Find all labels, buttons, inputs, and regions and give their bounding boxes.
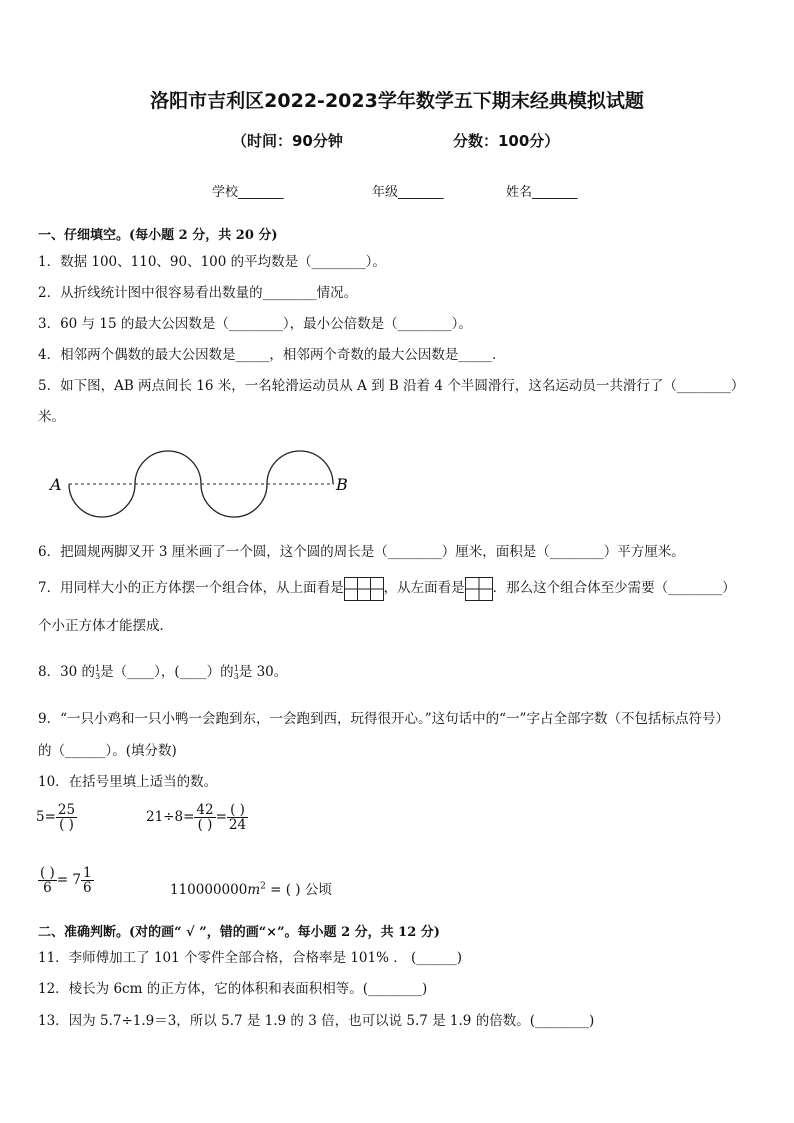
grade-field[interactable]: 年级_______ xyxy=(372,185,444,200)
q10-e3-fraction xyxy=(38,866,57,895)
section-1-heading: 一、仔细填空。(每小题 2 分，共 20 分) xyxy=(38,228,278,243)
label-b: B xyxy=(336,475,348,494)
q8-frac2-num: 1 xyxy=(233,663,239,673)
question-5-line-2: 米。 xyxy=(38,409,65,425)
q10-e2-num2: ( ) xyxy=(227,803,248,818)
q8-part-b: 是（____），(____）的 xyxy=(100,664,234,680)
q10-equation-4 xyxy=(170,878,332,898)
q10-e3-fn: 1 xyxy=(83,865,92,881)
semicircle-3 xyxy=(201,484,267,517)
semicircle-2 xyxy=(135,451,201,484)
question-6: 6．把圆规两脚叉开 3 厘米画了一个圆，这个圆的周长是（________）厘米，面积是（________）平方厘米。 xyxy=(38,544,685,560)
q10-e1-den: ( ) xyxy=(59,817,74,834)
question-3: 3．60 与 15 的最大公因数是（________），最小公倍数是（________）。 xyxy=(38,316,472,332)
q10-e4-a: 110000000 xyxy=(170,882,248,898)
q10-e3-den: 6 xyxy=(43,880,52,897)
q8-part-a: 8．30 的 xyxy=(38,664,96,680)
page-title: 洛阳市吉利区2022-2023学年数学五下期末经典模拟试题 xyxy=(150,90,644,112)
q10-e2-eq: = xyxy=(215,809,227,826)
semicircle-1 xyxy=(69,484,135,517)
q10-e3-eq: = 7 xyxy=(56,872,82,889)
q10-e2-fraction-2 xyxy=(227,803,248,832)
exam-score: 分数：100分） xyxy=(453,132,560,150)
q10-e3-num: ( ) xyxy=(40,865,55,881)
q7-part3: ．那么这个组合体至少需要（________） xyxy=(492,580,736,596)
label-a: A xyxy=(50,475,62,494)
q10-e2-left: 21÷8= xyxy=(146,809,195,826)
q8-frac1-den: 3 xyxy=(95,671,101,681)
q10-e4-sup: 2 xyxy=(260,881,266,892)
question-4: 4．相邻两个偶数的最大公因数是_____，相邻两个奇数的最大公因数是_____． xyxy=(38,347,506,363)
q7-part1: 7．用同样大小的正方体摆一个组合体，从上面看是 xyxy=(38,580,344,596)
q10-e2-den2: 24 xyxy=(228,817,247,834)
question-7-line-1 xyxy=(38,576,736,601)
q10-e1-fraction xyxy=(56,803,77,832)
question-7-line-2: 个小正方体才能摆成． xyxy=(38,618,173,634)
question-13: 13．因为 5.7÷1.9＝3，所以 5.7 是 1.9 的 3 倍，也可以说 5.7 是 1.9 的倍数。(________) xyxy=(38,1013,595,1029)
q10-e3-fd: 6 xyxy=(83,880,92,897)
question-11: 11．李师傅加工了 101 个零件全部合格，合格率是 101% ． (______) xyxy=(38,950,463,966)
q10-e3-mixed-fraction xyxy=(81,866,94,895)
question-12: 12．棱长为 6cm 的正方体，它的体积和表面积相等。(________) xyxy=(38,981,428,997)
q10-equation-1 xyxy=(36,803,77,832)
semicircle-path-figure xyxy=(44,440,364,530)
left-view-grid-icon xyxy=(465,577,493,601)
q10-e2-fraction-1 xyxy=(194,803,215,832)
question-9-line-1: 9．“一只小鸡和一只小鸭一会跑到东，一会跑到西，玩得很开心。”这句话中的“一”字占全部字数（不包括标点符号） xyxy=(38,711,729,727)
exam-time: （时间：90分钟 xyxy=(232,132,343,150)
question-10: 10．在括号里填上适当的数。 xyxy=(38,774,218,790)
q8-frac2-den: 3 xyxy=(233,671,239,681)
q7-part2: ，从左面看是 xyxy=(383,580,465,596)
q10-e2-den: ( ) xyxy=(197,817,213,834)
q8-frac1-num: 1 xyxy=(95,663,101,673)
top-view-grid-icon xyxy=(344,577,384,601)
q10-e4-m: m xyxy=(247,882,261,898)
question-2: 2．从折线统计图中很容易看出数量的________情况。 xyxy=(38,285,358,301)
name-field[interactable]: 姓名_______ xyxy=(506,185,578,200)
q10-equation-2 xyxy=(146,803,248,832)
section-2-heading: 二、准确判断。(对的画“ √ ”，错的画“×”。每小题 2 分，共 12 分) xyxy=(38,925,440,940)
q10-e4-b: = ( ) 公顷 xyxy=(265,882,332,898)
question-1: 1．数据 100、110、90、100 的平均数是（________）。 xyxy=(38,254,386,270)
school-field[interactable]: 学校_______ xyxy=(212,185,284,200)
q10-e1-num: 25 xyxy=(57,802,76,818)
q10-e2-num: 42 xyxy=(196,802,214,818)
q10-e1-left: 5= xyxy=(36,809,56,826)
q8-part-c: 是 30。 xyxy=(238,664,288,680)
question-9-line-2: 的（______）。(填分数) xyxy=(38,743,177,759)
question-8 xyxy=(38,660,287,681)
q10-equation-3 xyxy=(38,866,94,895)
semicircle-4 xyxy=(267,451,333,484)
question-5-line-1: 5．如下图，AB 两点间长 16 米，一名轮滑运动员从 A 到 B 沿着 4 个半圆滑行，这名运动员一共滑行了（________） xyxy=(38,378,745,394)
